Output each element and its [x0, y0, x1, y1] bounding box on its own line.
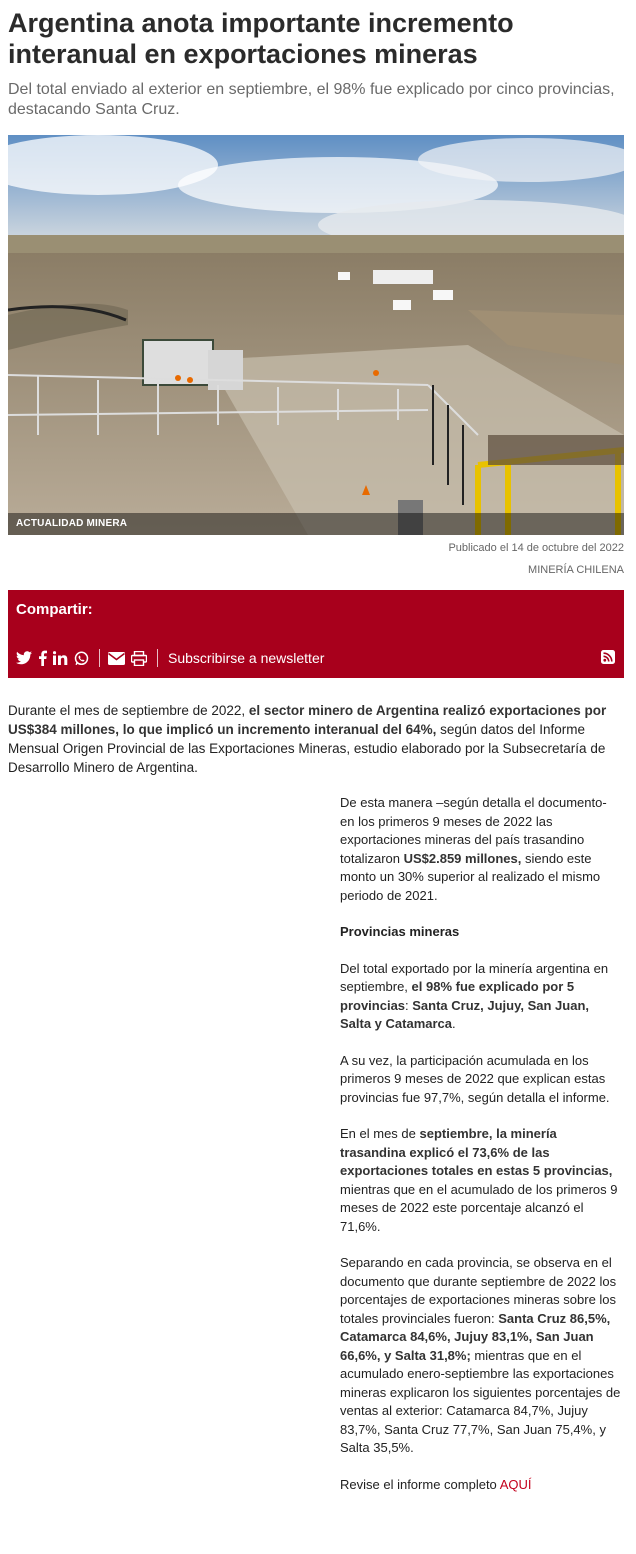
body-text: mientras que en el acumulado enero-septiembre las exportaciones mineras explicaron los siguientes porcentajes de ventas al exterior: Catamarca 84,7%, Jujuy 83,7%, Santa Cruz 77,7%, San Juan 75,4%, y Salta 35,5%.: [340, 1347, 621, 1455]
hero-image: [8, 135, 624, 535]
share-bar: [8, 590, 624, 678]
body-highlight: septiembre, la minería trasandina explicó el 73,6% de las exportaciones totales en estas 5 provincias,: [340, 1126, 613, 1178]
article-body: [340, 794, 622, 1512]
body-text: En el mes de: [340, 1126, 420, 1141]
image-caption: ACTUALIDAD MINERA: [8, 513, 624, 535]
body-text: .: [452, 1016, 456, 1031]
linkedin-icon[interactable]: [53, 649, 68, 667]
body-text: Del total exportado por la minería argentina en septiembre,: [340, 960, 609, 994]
body-highlight: Santa Cruz 86,5%, Catamarca 84,6%, Jujuy 83,1%, San Juan 66,6%, y Salta 31,8%;: [340, 1310, 611, 1363]
body-text: De esta manera –según detalla el documento- en los primeros 9 meses de 2022 las exportaciones mineras del país trasandino totalizaron: [340, 795, 607, 866]
mine-site-photo: [8, 135, 624, 535]
body-text: Revise el informe completo: [340, 1476, 500, 1492]
lead-text: Durante el mes de septiembre de 2022,: [8, 703, 249, 718]
print-icon[interactable]: [131, 649, 147, 667]
body-paragraph: [340, 960, 622, 1034]
body-text: mientras que en el acumulado de los primeros 9 meses de 2022 este porcentaje alcanzó el 71,6%.: [340, 1181, 618, 1234]
whatsapp-icon[interactable]: [74, 649, 89, 667]
newsletter-link[interactable]: Subscribirse a newsletter: [168, 650, 325, 666]
body-paragraph: [340, 1476, 622, 1495]
lead-highlight: el sector minero de Argentina realizó exportaciones por US$384 millones, lo que implicó un incremento interanual del 64%,: [8, 703, 607, 737]
share-icons: [16, 648, 324, 668]
share-divider: [99, 649, 100, 667]
body-paragraph: A su vez, la participación acumulada en los primeros 9 meses de 2022 que explican estas provincias fue 97,7%, según detalla el informe.: [340, 1052, 610, 1105]
report-link[interactable]: AQUÍ: [499, 1476, 532, 1492]
body-highlight: Santa Cruz, Jujuy, San Juan, Salta y Catamarca: [340, 997, 590, 1031]
body-highlight: US$2.859 millones,: [403, 850, 522, 866]
body-paragraph: [340, 794, 622, 905]
body-text: Separando en cada provincia, se observa en el documento que durante septiembre de 2022 los porcentajes de exportaciones mineras sobre los totales provinciales fueron:: [340, 1255, 617, 1326]
body-highlight: el 98% fue explicado por 5 provincias: [340, 979, 575, 1013]
rss-icon[interactable]: [601, 650, 615, 669]
body-text: :: [405, 997, 413, 1013]
publish-date: Publicado el 14 de octubre del 2022: [448, 542, 624, 554]
body-paragraph: [340, 1125, 622, 1236]
email-icon[interactable]: [108, 649, 125, 667]
section-heading: Provincias mineras: [340, 924, 460, 939]
article-title: Argentina anota importante incremento interanual en exportaciones mineras: [8, 8, 514, 69]
source-label: MINERÍA CHILENA: [528, 564, 624, 576]
lead-paragraph: [8, 701, 620, 777]
lead-text: según datos del Informe Mensual Origen Provincial de las Exportaciones Mineras, estudio elaborado por la Subsecretaría de Desarrollo Minero de Argentina.: [8, 722, 606, 775]
twitter-icon[interactable]: [16, 649, 32, 667]
body-paragraph: [340, 1254, 622, 1458]
facebook-icon[interactable]: [38, 649, 47, 667]
article-subtitle: Del total enviado al exterior en septiembre, el 98% fue explicado por cinco provincias, destacando Santa Cruz.: [8, 81, 615, 118]
share-divider: [157, 649, 158, 667]
share-title: Compartir:: [16, 601, 93, 618]
body-text: siendo este monto un 30% superior al realizado el mismo periodo de 2021.: [340, 850, 601, 903]
